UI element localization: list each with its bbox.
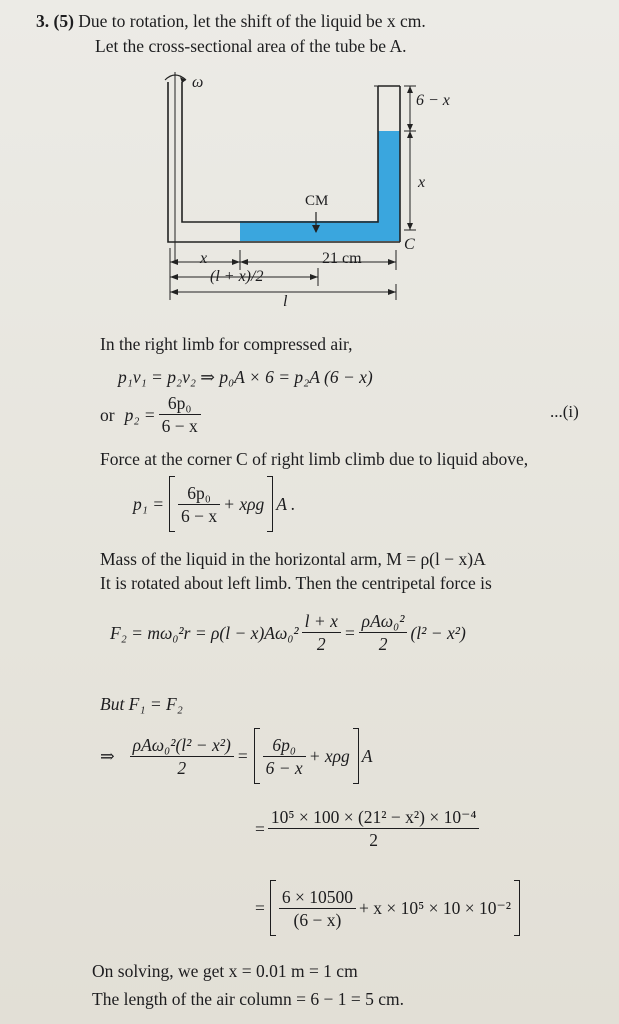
eq2-denominator: 6 − x — [161, 416, 198, 436]
eq3-tail: A . — [276, 494, 296, 514]
eq4-lhs: F₂ = mω₀²r = ρ(l − x)Aω₀² — [110, 622, 299, 643]
question-header — [36, 10, 426, 32]
para-compressed-air: In the right limb for compressed air, — [100, 334, 353, 354]
para-solution: On solving, we get x = 0.01 m = 1 cm — [92, 961, 358, 981]
question-number: 3. — [36, 11, 50, 31]
para-air-column: The length of the air column = 6 − 1 = 5 cm. — [92, 989, 404, 1009]
para-force-at-corner: Force at the corner C of right limb climb due to liquid above, — [100, 449, 529, 469]
eq4-num1: l + x — [302, 610, 341, 633]
eq7-denominator: (6 − x) — [293, 909, 342, 930]
equation-number-i: ...(i) — [550, 402, 579, 421]
label-6-minus-x: 6 − x — [416, 92, 450, 109]
eq4-mid: = — [343, 622, 356, 643]
equation-4 — [110, 610, 466, 655]
eq2-or: or — [100, 404, 115, 425]
eq6-denominator: 2 — [369, 830, 379, 850]
eq5-arrow: ⇒ — [100, 746, 115, 766]
eq7-numerator: 6 × 10500 — [279, 886, 356, 909]
eq7-rest: + x × 10⁵ × 10 × 10⁻² — [359, 898, 511, 918]
equation-6 — [255, 806, 482, 851]
label-l-plus-x-over-2: (l + x)/2 — [210, 268, 264, 285]
equation-7 — [255, 880, 520, 936]
label-21cm: 21 cm — [322, 250, 362, 267]
eq5-equals: = — [236, 746, 249, 766]
eq5-numerator: ρAω₀²(l² − x²) — [130, 734, 234, 757]
eq4-den1: 2 — [316, 634, 326, 654]
eq7-equals: = — [255, 898, 265, 918]
label-l: l — [283, 293, 288, 310]
eq3-numerator: 6p₀ — [178, 482, 220, 505]
para-centripetal: It is rotated about left limb. Then the centripetal force is — [100, 573, 492, 593]
eq6-equals: = — [255, 818, 265, 839]
liquid-right-limb — [378, 131, 400, 241]
para-mass-liquid: Mass of the liquid in the horizontal arm, M = ρ(l − x)A — [100, 549, 486, 569]
label-x-right: x — [418, 174, 426, 191]
equation-5 — [100, 728, 373, 784]
label-c: C — [404, 236, 415, 253]
label-x-bottom: x — [200, 250, 208, 267]
eq5-bracket-numerator: 6p₀ — [263, 734, 306, 757]
eq3-lhs: p₁ = — [133, 494, 165, 514]
equation-1: p₁v₁ = p₂v₂ ⇒ p₀A × 6 = p₂A (6 − x) — [118, 367, 373, 387]
eq5-denominator: 2 — [177, 757, 187, 778]
eq2-numerator: 6p₀ — [159, 392, 201, 415]
eq3-denominator: 6 − x — [181, 505, 218, 526]
eq5-bracket-denominator: 6 − x — [265, 757, 303, 778]
omega-label: ω — [192, 74, 204, 91]
eq4-num2: ρAω₀² — [359, 610, 408, 633]
intro-line-2: Let the cross-sectional area of the tube be A. — [95, 36, 407, 56]
eq5-rest: + xρg — [308, 746, 350, 766]
equation-2 — [100, 392, 204, 437]
answer-key: (5) — [53, 11, 74, 31]
intro-line-1: Due to rotation, let the shift of the liquid be x cm. — [78, 11, 426, 31]
eq5-tail: A — [361, 746, 373, 766]
label-cm: CM — [305, 193, 329, 209]
eq2-lhs: p₂ = — [124, 404, 156, 425]
eq6-numerator: 10⁵ × 100 × (21² − x²) × 10⁻⁴ — [268, 806, 480, 829]
eq3-rest: + xρg — [223, 494, 265, 514]
para-f1-equals-f2: But F₁ = F₂ — [100, 694, 183, 714]
eq4-den2: 2 — [378, 634, 388, 654]
eq4-tail: (l² − x²) — [410, 622, 466, 643]
equation-3 — [133, 476, 295, 532]
